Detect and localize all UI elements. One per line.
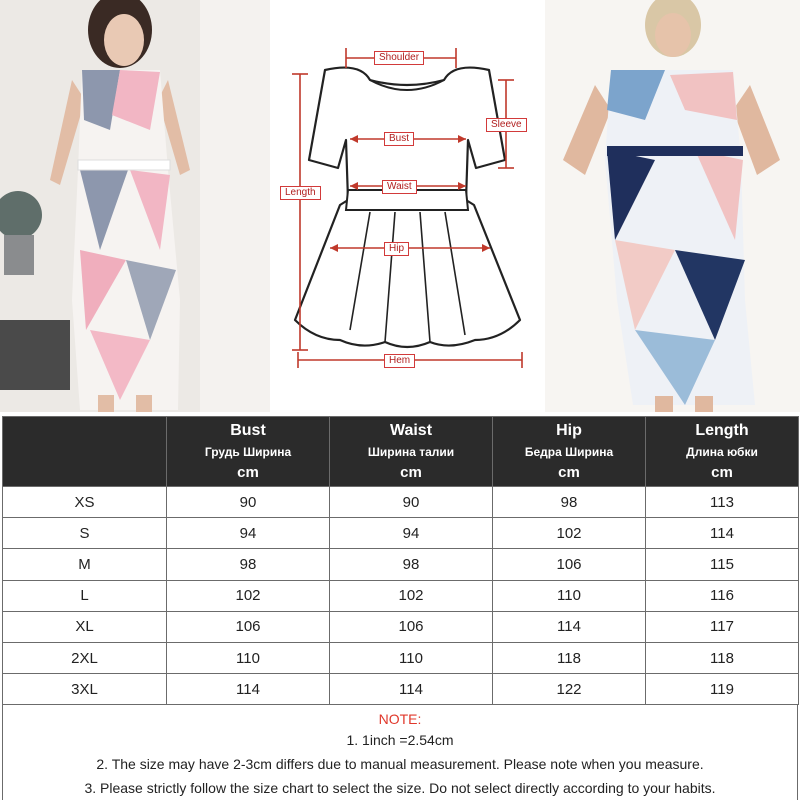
waist-cell: 98 [330,549,493,580]
hip-cell: 106 [493,549,646,580]
model-photo-left [0,0,270,412]
column-unit: cm [711,463,733,481]
waist-cell: 110 [330,642,493,673]
waist-cell: 114 [330,674,493,705]
hem-label: Hem [384,354,415,368]
table-row [3,518,799,549]
note-title: NOTE: [378,711,422,727]
waist-label: Waist [382,180,417,194]
column-header-bust [167,417,330,487]
size-cell: XS [3,487,167,518]
table-row [3,549,799,580]
column-header-hip [493,417,646,487]
size-cell: XL [3,611,167,642]
shoulder-label: Shoulder [374,51,424,65]
bust-cell: 90 [167,487,330,518]
length-cell: 114 [646,518,799,549]
hip-cell: 118 [493,642,646,673]
column-title: Waist [389,421,433,439]
bust-cell: 102 [167,580,330,611]
note-line-1: 1. 1inch =2.54cm [346,732,454,748]
bust-label: Bust [384,132,414,146]
column-header-length [646,417,799,487]
bust-cell: 114 [167,674,330,705]
note-line-2: 2. The size may have 2-3cm differs due to manual measurement. Please note when you measure. [96,756,704,772]
table-row [3,580,799,611]
hip-cell: 114 [493,611,646,642]
table-row [3,611,799,642]
column-unit: cm [400,463,422,481]
column-header-waist [330,417,493,487]
sleeve-label: Sleeve [486,118,527,132]
header-corner-cell [3,417,167,487]
column-subtitle: Длина юбки [686,444,758,459]
hip-cell: 98 [493,487,646,518]
size-cell: 2XL [3,642,167,673]
length-label: Length [280,186,321,200]
table-row [3,642,799,673]
table-row [3,487,799,518]
waist-cell: 102 [330,580,493,611]
hip-label: Hip [384,242,409,256]
column-unit: cm [558,463,580,481]
bust-cell: 98 [167,549,330,580]
waist-cell: 90 [330,487,493,518]
length-cell: 115 [646,549,799,580]
column-unit: cm [237,463,259,481]
size-cell: L [3,580,167,611]
size-cell: M [3,549,167,580]
size-cell: 3XL [3,674,167,705]
table-header-row [3,417,799,487]
hip-cell: 110 [493,580,646,611]
column-title: Bust [230,421,266,439]
column-subtitle: Бедра Ширина [524,444,614,459]
size-cell: S [3,518,167,549]
bust-cell: 94 [167,518,330,549]
table-row [3,674,799,705]
length-cell: 117 [646,611,799,642]
column-title: Hip [556,421,582,439]
hip-cell: 122 [493,674,646,705]
size-chart-table [2,416,799,705]
waist-cell: 94 [330,518,493,549]
length-cell: 113 [646,487,799,518]
bust-cell: 110 [167,642,330,673]
dress-size-diagram [270,0,545,412]
length-cell: 118 [646,642,799,673]
length-cell: 116 [646,580,799,611]
column-subtitle: Ширина талии [367,444,455,459]
model-photo-right [545,0,800,412]
note-line-3: 3. Please strictly follow the size chart to select the size. Do not select directly according to your habits. [84,780,716,796]
hip-cell: 102 [493,518,646,549]
length-cell: 119 [646,674,799,705]
size-notes [2,704,798,800]
waist-cell: 106 [330,611,493,642]
column-subtitle: Грудь Ширина [204,444,292,459]
bust-cell: 106 [167,611,330,642]
column-title: Length [695,421,749,439]
